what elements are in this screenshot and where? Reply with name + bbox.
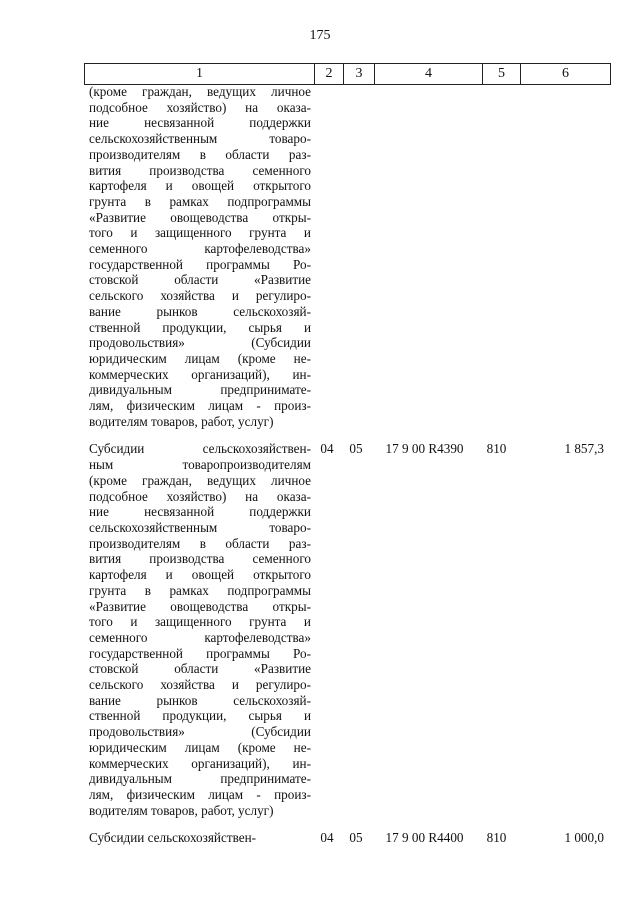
table-header-row bbox=[85, 64, 611, 85]
description-line: ственной продукции, сырья и bbox=[89, 319, 311, 335]
header-cell-5: 5 bbox=[483, 64, 521, 85]
row-vr bbox=[478, 84, 515, 429]
description-line: сельского хозяйства и регулиро- bbox=[89, 288, 311, 304]
description-line: «Развитие овощеводства откры- bbox=[89, 209, 311, 225]
description-line: стовской области «Развитие bbox=[89, 272, 311, 288]
description-line: грунта в рамках подпрограммы bbox=[89, 582, 311, 598]
description-line: сельскохозяйственным товаро- bbox=[89, 131, 311, 147]
description-line: продовольствия» (Субсидии bbox=[89, 724, 311, 740]
description-line: государственной программы Ро- bbox=[89, 645, 311, 661]
table-header bbox=[84, 63, 611, 85]
header-cell-6: 6 bbox=[521, 64, 611, 85]
row-description bbox=[84, 84, 313, 429]
row-amount bbox=[515, 84, 608, 429]
row-pr: 05 bbox=[349, 441, 363, 457]
description-line: «Развитие овощеводства откры- bbox=[89, 598, 311, 614]
table-row bbox=[84, 830, 608, 846]
row-csr: 17 9 00 R4400 bbox=[385, 830, 464, 846]
row-amount: 1 000,0 bbox=[564, 830, 604, 846]
description-line: дивидуальным предпринимате- bbox=[89, 382, 311, 398]
row-gap bbox=[84, 818, 608, 830]
description-line: государственной программы Ро- bbox=[89, 256, 311, 272]
table-body bbox=[84, 84, 608, 846]
description-line: подсобное хозяйство) на оказа- bbox=[89, 488, 311, 504]
row-csr: 17 9 00 R4390 bbox=[385, 441, 464, 457]
description-line: ственной продукции, сырья и bbox=[89, 708, 311, 724]
description-line: водителям товаров, работ, услуг) bbox=[89, 413, 274, 429]
row-amount: 1 857,3 bbox=[564, 441, 604, 457]
description-line: грунта в рамках подпрограммы bbox=[89, 193, 311, 209]
description-line: стовской области «Развитие bbox=[89, 661, 311, 677]
description-line: семенного картофелеводства» bbox=[89, 629, 311, 645]
description-line: (кроме граждан, ведущих личное bbox=[89, 472, 311, 488]
description-line: (кроме граждан, ведущих личное bbox=[89, 84, 311, 99]
description-line: Субсидии сельскохозяйствен- bbox=[89, 830, 257, 846]
description-line: коммерческих организаций), ин- bbox=[89, 755, 311, 771]
description-line: подсобное хозяйство) на оказа- bbox=[89, 99, 311, 115]
description-line: лям, физическим лицам - произ- bbox=[89, 398, 311, 414]
description-line: того и защищенного грунта и bbox=[89, 225, 311, 241]
description-line: вание рынков сельскохозяй- bbox=[89, 692, 311, 708]
description-line: производителям в области раз- bbox=[89, 146, 311, 162]
row-description bbox=[84, 441, 313, 818]
description-line: водителям товаров, работ, услуг) bbox=[89, 802, 274, 818]
description-line: юридическим лицам (кроме не- bbox=[89, 739, 311, 755]
table-row bbox=[84, 441, 608, 818]
row-vr: 810 bbox=[486, 830, 507, 846]
description-line: коммерческих организаций), ин- bbox=[89, 366, 311, 382]
description-line: семенного картофелеводства» bbox=[89, 241, 311, 257]
row-description bbox=[84, 830, 313, 846]
description-line: юридическим лицам (кроме не- bbox=[89, 350, 311, 366]
description-line: сельскохозяйственным товаро- bbox=[89, 519, 311, 535]
row-vr: 810 bbox=[486, 441, 507, 457]
description-line: ние несвязанной поддержки bbox=[89, 115, 311, 131]
description-line: вития производства семенного bbox=[89, 551, 311, 567]
description-line: продовольствия» (Субсидии bbox=[89, 335, 311, 351]
description-line: дивидуальным предпринимате- bbox=[89, 771, 311, 787]
row-rz bbox=[313, 84, 341, 429]
header-cell-2: 2 bbox=[315, 64, 344, 85]
header-cell-3: 3 bbox=[344, 64, 375, 85]
description-line: картофеля и овощей открытого bbox=[89, 178, 311, 194]
description-line: ние несвязанной поддержки bbox=[89, 504, 311, 520]
description-line: производителям в области раз- bbox=[89, 535, 311, 551]
row-rz: 04 bbox=[320, 830, 334, 846]
row-pr bbox=[341, 84, 371, 429]
row-pr: 05 bbox=[349, 830, 363, 846]
description-line: сельского хозяйства и регулиро- bbox=[89, 677, 311, 693]
table-row bbox=[84, 84, 608, 429]
description-line: ным товаропроизводителям bbox=[89, 457, 311, 473]
description-line: вание рынков сельскохозяй- bbox=[89, 303, 311, 319]
row-gap bbox=[84, 429, 608, 441]
page-number: 175 bbox=[309, 28, 331, 43]
description-line: Субсидии сельскохозяйствен- bbox=[89, 441, 311, 457]
description-line: лям, физическим лицам - произ- bbox=[89, 786, 311, 802]
row-csr bbox=[371, 84, 478, 429]
header-cell-1: 1 bbox=[85, 64, 315, 85]
header-cell-4: 4 bbox=[375, 64, 483, 85]
row-rz: 04 bbox=[320, 441, 334, 457]
description-line: вития производства семенного bbox=[89, 162, 311, 178]
description-line: того и защищенного грунта и bbox=[89, 614, 311, 630]
description-line: картофеля и овощей открытого bbox=[89, 567, 311, 583]
